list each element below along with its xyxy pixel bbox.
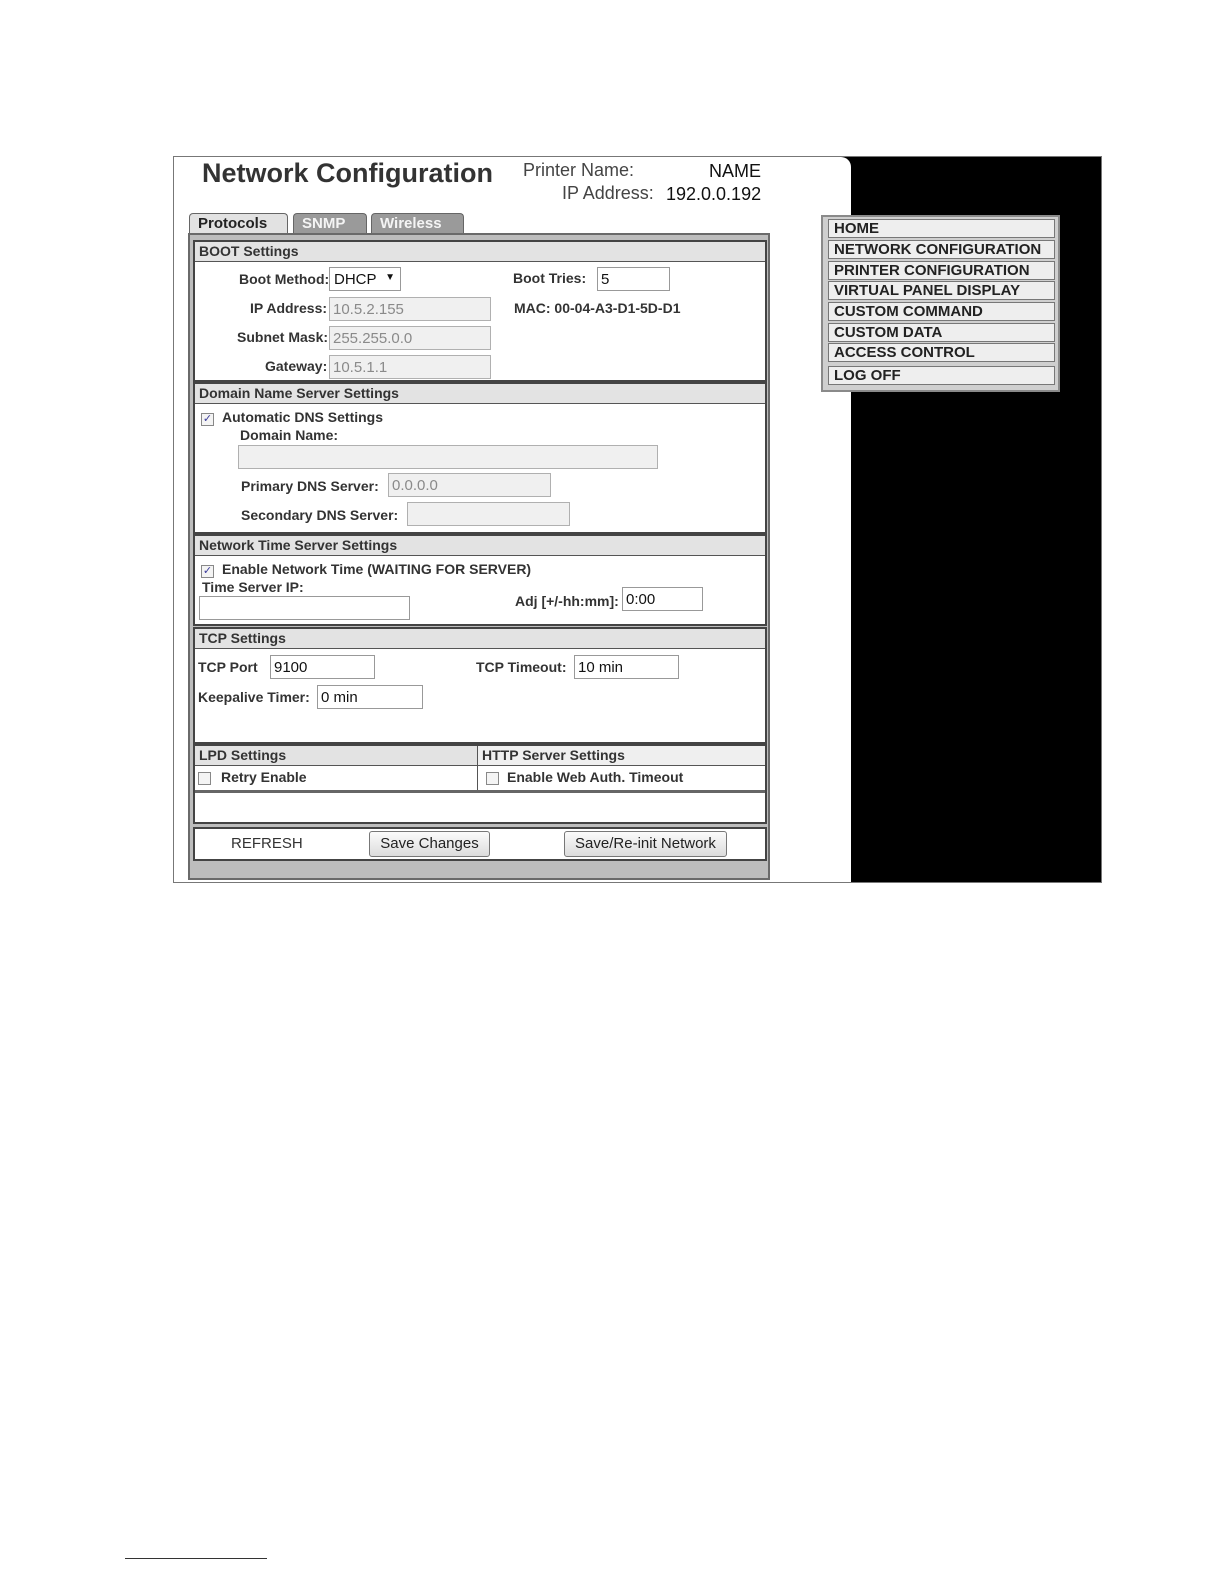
tab-wireless[interactable]: Wireless xyxy=(371,213,464,234)
http-settings-heading: HTTP Server Settings xyxy=(478,746,765,766)
enable-network-time-label: Enable Network Time (WAITING FOR SERVER) xyxy=(222,561,532,577)
column-divider xyxy=(477,766,478,790)
time-server-input[interactable] xyxy=(199,596,410,620)
save-changes-button[interactable]: Save Changes xyxy=(369,831,490,857)
automatic-dns-checkbox[interactable]: ✓ xyxy=(202,413,213,425)
printer-name-value: NAME xyxy=(709,161,762,181)
secondary-dns-label: Secondary DNS Server: xyxy=(241,507,399,523)
tcp-settings-section xyxy=(193,627,767,744)
boot-tries-label: Boot Tries: xyxy=(513,270,587,286)
boot-method-value: DHCP xyxy=(334,271,377,288)
dns-settings-section xyxy=(193,382,767,534)
tcp-port-input[interactable]: 9100 xyxy=(270,655,375,679)
time-adjust-label: Adj [+/-hh:mm]: xyxy=(515,593,619,609)
nav-item-virtual-panel-display[interactable]: VIRTUAL PANEL DISPLAY xyxy=(828,281,1055,300)
chevron-down-icon: ▼ xyxy=(385,272,395,283)
refresh-link[interactable]: REFRESH xyxy=(231,835,303,852)
primary-dns-label: Primary DNS Server: xyxy=(241,478,379,494)
lpd-settings-heading: LPD Settings xyxy=(195,746,478,766)
subnet-mask-input[interactable]: 255.255.0.0 xyxy=(329,326,491,350)
boot-ip-input[interactable]: 10.5.2.155 xyxy=(329,297,491,321)
tab-protocols[interactable]: Protocols xyxy=(189,213,288,234)
boot-tries-input[interactable]: 5 xyxy=(597,267,670,291)
automatic-dns-label: Automatic DNS Settings xyxy=(222,409,384,425)
nav-item-network-configuration[interactable]: NETWORK CONFIGURATION xyxy=(828,240,1055,259)
primary-dns-input[interactable]: 0.0.0.0 xyxy=(388,473,551,497)
time-adjust-input[interactable]: 0:00 xyxy=(622,587,703,611)
enable-network-time-checkbox[interactable]: ✓ xyxy=(202,565,213,577)
nav-item-home[interactable]: HOME xyxy=(828,219,1055,238)
nav-item-custom-command[interactable]: CUSTOM COMMAND xyxy=(828,302,1055,321)
printer-name-label: Printer Name: xyxy=(523,160,635,180)
lpd-http-section xyxy=(193,744,767,824)
retry-enable-checkbox[interactable] xyxy=(198,772,211,785)
subnet-mask-label: Subnet Mask: xyxy=(237,329,329,345)
actions-bar xyxy=(193,827,767,861)
boot-settings-section xyxy=(193,240,767,382)
gateway-label: Gateway: xyxy=(265,358,328,374)
boot-ip-label: IP Address: xyxy=(250,300,328,316)
nav-item-log-off[interactable]: LOG OFF xyxy=(828,366,1055,385)
boot-method-label: Boot Method: xyxy=(239,271,330,287)
footnote-separator xyxy=(125,1558,267,1559)
printer-ip-value: 192.0.0.192 xyxy=(666,184,762,204)
secondary-dns-input[interactable] xyxy=(407,502,570,526)
printer-ip-label: IP Address: xyxy=(562,183,654,203)
boot-method-select[interactable] xyxy=(329,267,401,291)
screenshot-frame xyxy=(173,156,1102,883)
web-auth-timeout-checkbox[interactable] xyxy=(486,772,499,785)
time-server-label: Time Server IP: xyxy=(202,579,304,595)
nav-item-custom-data[interactable]: CUSTOM DATA xyxy=(828,323,1055,342)
nav-item-printer-configuration[interactable]: PRINTER CONFIGURATION xyxy=(828,261,1055,280)
retry-enable-label: Retry Enable xyxy=(221,769,307,785)
main-navigation-menu xyxy=(821,215,1060,392)
content-area xyxy=(174,157,851,883)
ntp-settings-heading: Network Time Server Settings xyxy=(195,536,765,556)
gateway-input[interactable]: 10.5.1.1 xyxy=(329,355,491,379)
nav-item-access-control[interactable]: ACCESS CONTROL xyxy=(828,343,1055,362)
protocols-panel xyxy=(188,233,770,880)
tcp-timeout-label: TCP Timeout: xyxy=(476,659,567,675)
tcp-port-label: TCP Port xyxy=(198,659,258,675)
save-reinit-network-button[interactable]: Save/Re-init Network xyxy=(564,831,727,857)
page-title: Network Configuration xyxy=(202,158,493,188)
web-auth-timeout-label: Enable Web Auth. Timeout xyxy=(507,769,684,785)
tcp-settings-heading: TCP Settings xyxy=(195,629,765,649)
keepalive-timer-input[interactable]: 0 min xyxy=(317,685,423,709)
domain-name-input[interactable] xyxy=(238,445,658,469)
domain-name-label: Domain Name: xyxy=(240,427,339,443)
ntp-settings-section xyxy=(193,534,767,626)
section-divider xyxy=(195,790,765,793)
tab-snmp[interactable]: SNMP xyxy=(293,213,367,234)
mac-address: MAC: 00-04-A3-D1-5D-D1 xyxy=(514,300,681,316)
keepalive-timer-label: Keepalive Timer: xyxy=(198,689,310,705)
tcp-timeout-input[interactable]: 10 min xyxy=(574,655,679,679)
dns-settings-heading: Domain Name Server Settings xyxy=(195,384,765,404)
boot-settings-heading: BOOT Settings xyxy=(195,242,765,262)
